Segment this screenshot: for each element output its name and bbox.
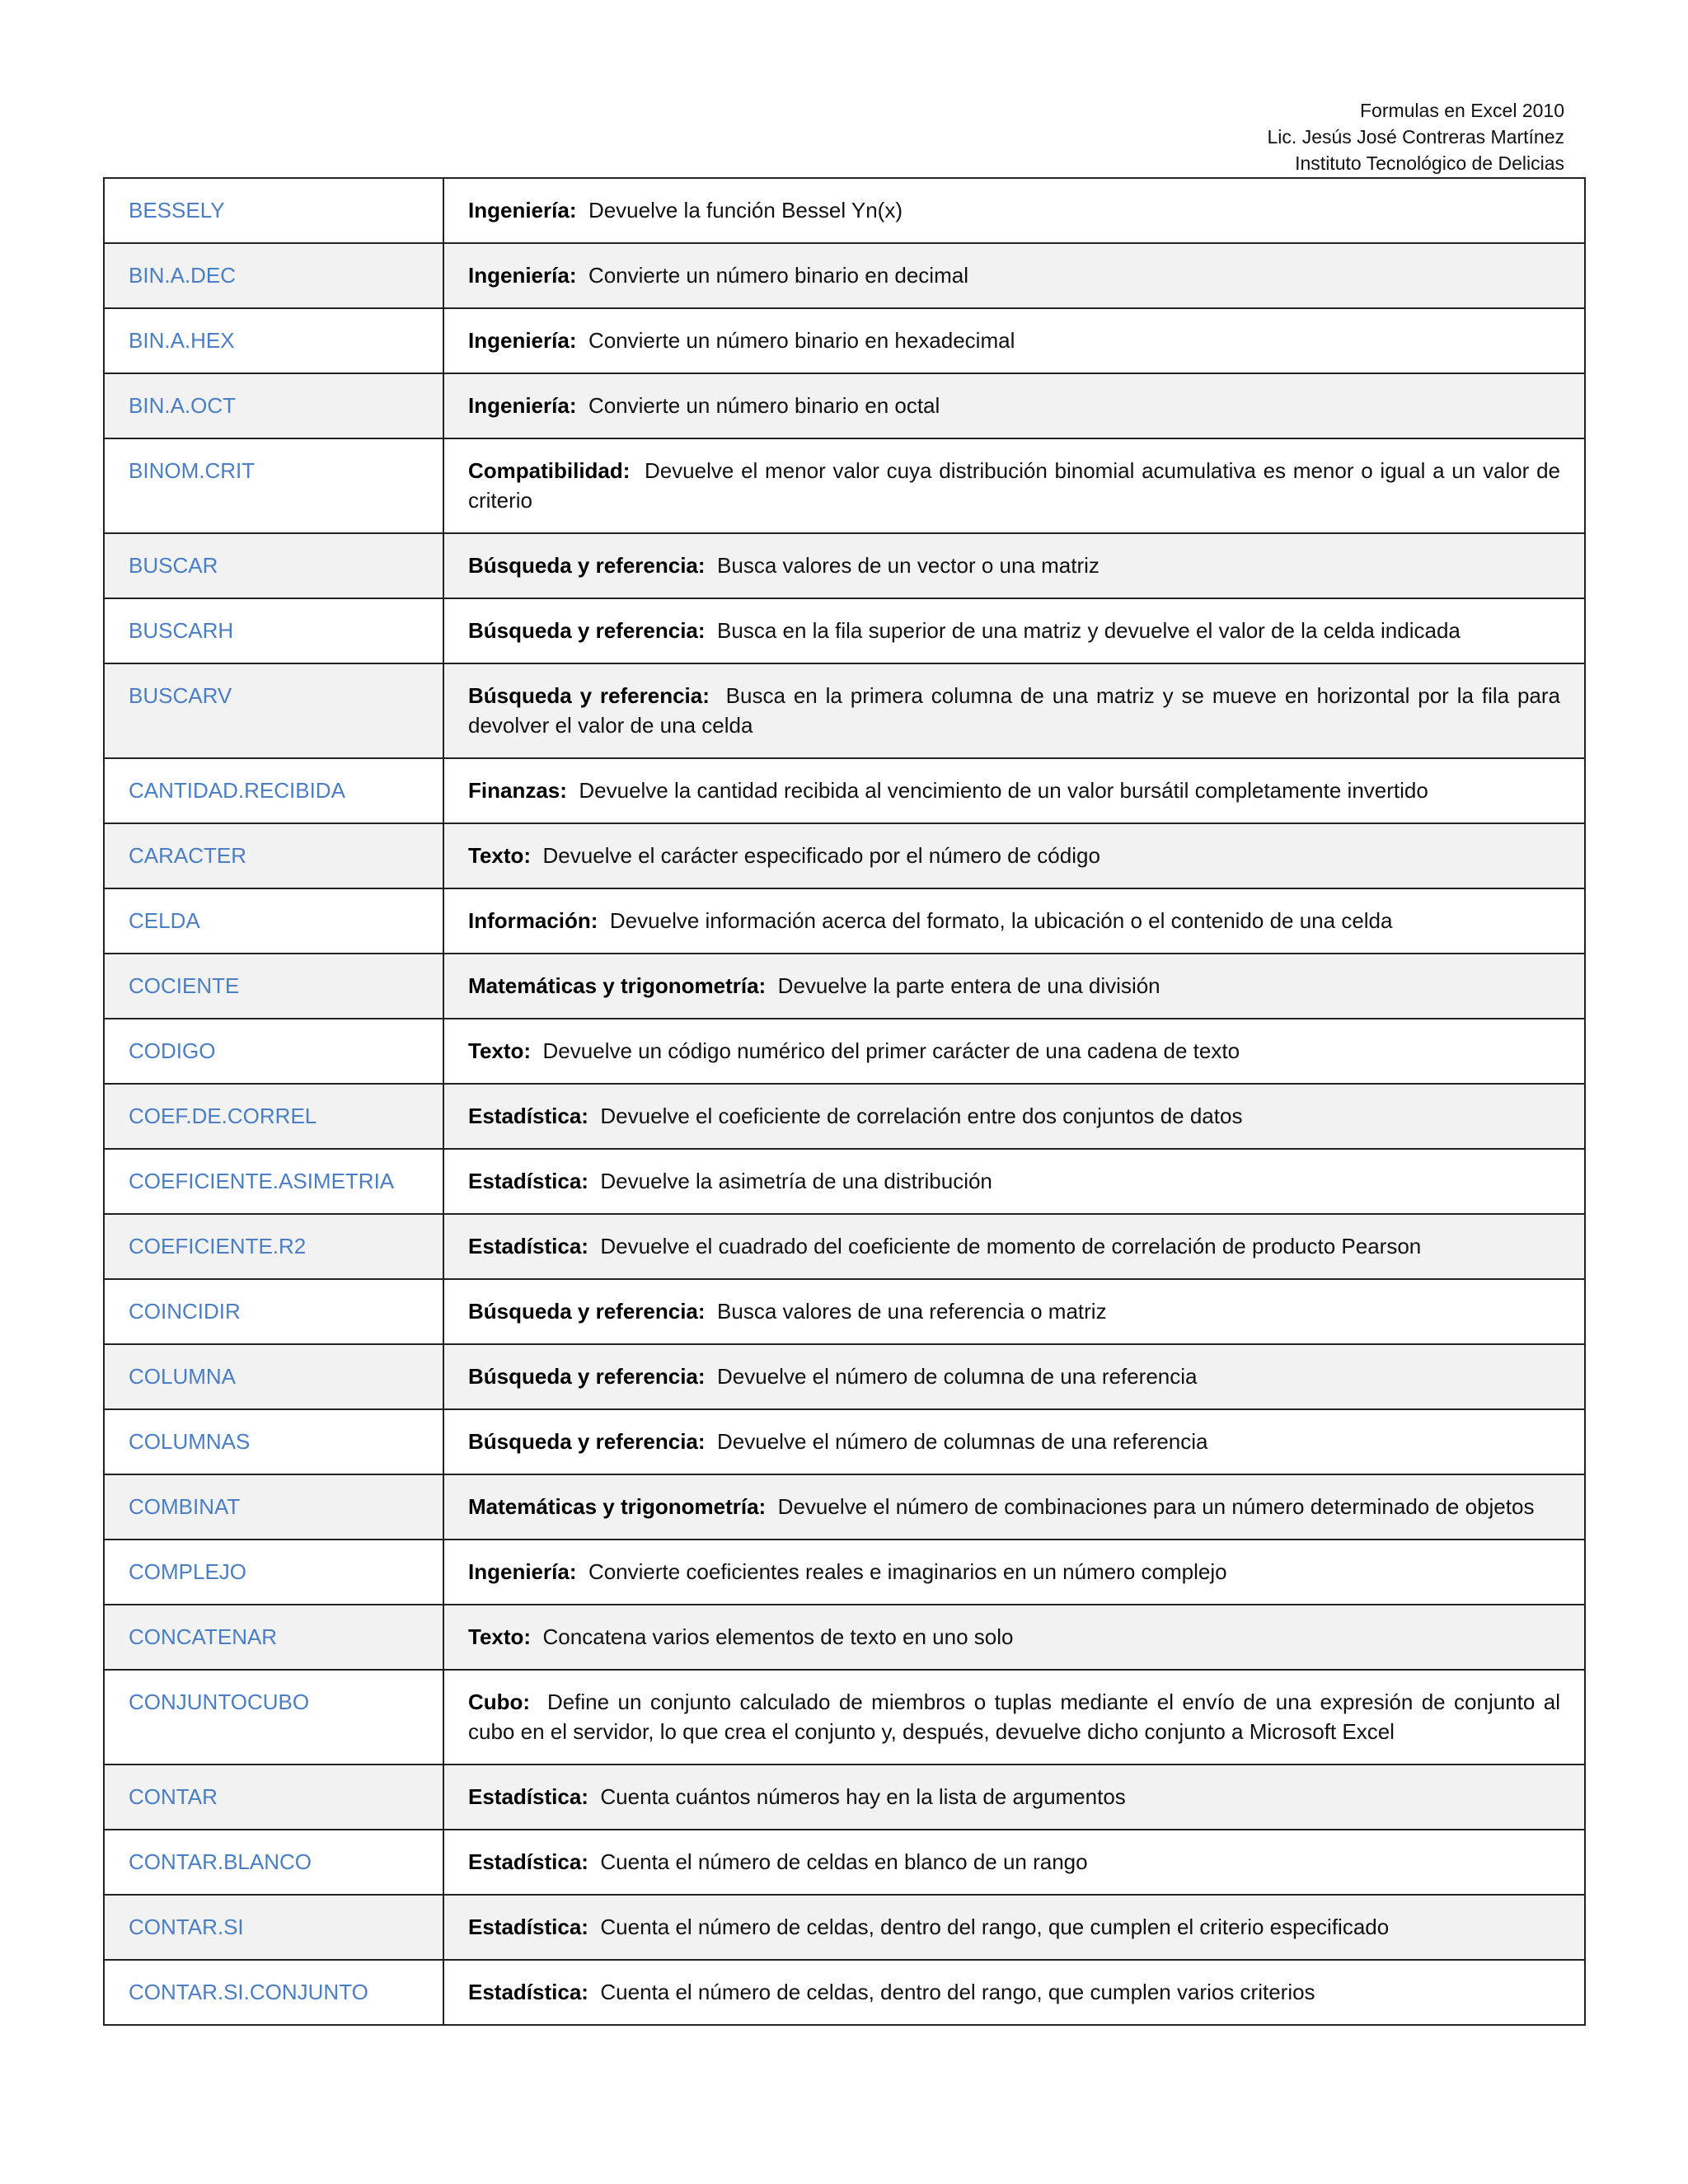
function-description: Define un conjunto calculado de miembros o tuplas mediante el envío de una expresión de conjunto al cubo en el servidor, lo que crea el conjunto y, después, devuelve dicho conjunto a Microsoft Excel	[468, 1690, 1560, 1744]
function-category: Estadística:	[468, 1980, 588, 2004]
table-row	[104, 1540, 1585, 1605]
function-description-cell	[443, 533, 1585, 598]
table-row	[104, 954, 1585, 1019]
function-description-cell	[443, 1474, 1585, 1540]
function-description: Cuenta el número de celdas en blanco de un rango	[600, 1849, 1088, 1874]
function-description: Devuelve el número de columna de una referencia	[717, 1364, 1198, 1389]
functions-table-body	[104, 178, 1585, 2025]
function-name-link[interactable]: BINOM.CRIT	[104, 438, 443, 533]
page-header	[1268, 97, 1564, 176]
table-row	[104, 1279, 1585, 1344]
table-row	[104, 1605, 1585, 1670]
function-category: Texto:	[468, 1624, 532, 1649]
function-category: Texto:	[468, 843, 532, 868]
table-row	[104, 1344, 1585, 1409]
function-name-link[interactable]: COLUMNAS	[104, 1409, 443, 1474]
header-title: Formulas en Excel 2010	[1359, 100, 1564, 121]
function-description: Cuenta cuántos números hay en la lista de argumentos	[600, 1784, 1126, 1809]
table-row	[104, 1084, 1585, 1149]
function-name-link[interactable]: BIN.A.HEX	[104, 308, 443, 373]
function-description-cell	[443, 373, 1585, 438]
function-description: Convierte coeficientes reales e imaginarios en un número complejo	[588, 1559, 1227, 1584]
header-author: Lic. Jesús José Contreras Martínez	[1267, 126, 1564, 148]
function-description-cell	[443, 1344, 1585, 1409]
table-row	[104, 888, 1585, 954]
function-description-cell	[443, 1960, 1585, 2025]
function-description: Devuelve la función Bessel Yn(x)	[588, 198, 903, 223]
table-row	[104, 758, 1585, 823]
function-name-link[interactable]: CELDA	[104, 888, 443, 954]
table-row	[104, 1474, 1585, 1540]
function-description: Convierte un número binario en hexadecimal	[588, 328, 1015, 353]
function-description: Devuelve información acerca del formato, la ubicación o el contenido de una celda	[609, 908, 1393, 933]
function-category: Búsqueda y referencia:	[468, 683, 710, 708]
function-category: Búsqueda y referencia:	[468, 1299, 706, 1324]
function-description: Devuelve el número de columnas de una referencia	[717, 1429, 1208, 1454]
function-description: Busca en la primera columna de una matriz y se mueve en horizontal por la fila para devolver el valor de una celda	[468, 683, 1561, 738]
table-row	[104, 598, 1585, 663]
function-category: Búsqueda y referencia:	[468, 553, 706, 578]
function-category: Búsqueda y referencia:	[468, 1364, 706, 1389]
function-description-cell	[443, 888, 1585, 954]
function-category: Ingeniería:	[468, 328, 577, 353]
function-name-link[interactable]: CONTAR.SI.CONJUNTO	[104, 1960, 443, 2025]
function-name-link[interactable]: COEFICIENTE.R2	[104, 1214, 443, 1279]
function-name-link[interactable]: COINCIDIR	[104, 1279, 443, 1344]
functions-table-container	[103, 177, 1584, 2026]
function-description-cell	[443, 178, 1585, 243]
table-row	[104, 373, 1585, 438]
function-description-cell	[443, 1670, 1585, 1765]
function-description: Convierte un número binario en decimal	[588, 263, 968, 288]
function-description: Devuelve la asimetría de una distribución	[600, 1169, 992, 1193]
function-category: Estadística:	[468, 1915, 588, 1939]
table-row	[104, 1765, 1585, 1830]
function-description: Cuenta el número de celdas, dentro del rango, que cumplen el criterio especificado	[600, 1915, 1390, 1939]
function-description: Devuelve el cuadrado del coeficiente de momento de correlación de producto Pearson	[600, 1234, 1422, 1258]
function-category: Estadística:	[468, 1104, 588, 1128]
functions-table	[103, 177, 1586, 2026]
table-row	[104, 438, 1585, 533]
function-description: Devuelve un código numérico del primer carácter de una cadena de texto	[542, 1038, 1240, 1063]
function-description: Concatena varios elementos de texto en uno solo	[542, 1624, 1014, 1649]
table-row	[104, 823, 1585, 888]
function-name-link[interactable]: BIN.A.DEC	[104, 243, 443, 308]
function-category: Texto:	[468, 1038, 532, 1063]
function-description-cell	[443, 758, 1585, 823]
function-category: Finanzas:	[468, 778, 567, 803]
function-name-link[interactable]: BESSELY	[104, 178, 443, 243]
function-description-cell	[443, 1019, 1585, 1084]
function-description-cell	[443, 1084, 1585, 1149]
function-name-link[interactable]: COMBINAT	[104, 1474, 443, 1540]
function-category: Estadística:	[468, 1234, 588, 1258]
function-name-link[interactable]: BUSCAR	[104, 533, 443, 598]
function-description-cell	[443, 1895, 1585, 1960]
function-name-link[interactable]: CANTIDAD.RECIBIDA	[104, 758, 443, 823]
function-category: Matemáticas y trigonometría:	[468, 1494, 767, 1519]
function-description: Devuelve el coeficiente de correlación entre dos conjuntos de datos	[600, 1104, 1243, 1128]
function-name-link[interactable]: COLUMNA	[104, 1344, 443, 1409]
table-row	[104, 243, 1585, 308]
function-description: Devuelve la cantidad recibida al vencimiento de un valor bursátil completamente invertido	[579, 778, 1428, 803]
function-description: Busca en la fila superior de una matriz y devuelve el valor de la celda indicada	[717, 618, 1461, 643]
table-row	[104, 1149, 1585, 1214]
table-row	[104, 533, 1585, 598]
function-description-cell	[443, 308, 1585, 373]
function-description: Devuelve el menor valor cuya distribución binomial acumulativa es menor o igual a un valor de criterio	[468, 458, 1560, 513]
function-name-link[interactable]: BUSCARH	[104, 598, 443, 663]
function-name-link[interactable]: CODIGO	[104, 1019, 443, 1084]
function-name-link[interactable]: CONJUNTOCUBO	[104, 1670, 443, 1765]
function-description-cell	[443, 823, 1585, 888]
function-description: Devuelve el carácter especificado por el número de código	[542, 843, 1100, 868]
function-category: Ingeniería:	[468, 1559, 577, 1584]
function-category: Ingeniería:	[468, 198, 577, 223]
header-institution: Instituto Tecnológico de Delicias	[1295, 152, 1564, 174]
function-category: Estadística:	[468, 1169, 588, 1193]
function-name-link[interactable]: CONTAR	[104, 1765, 443, 1830]
table-row	[104, 1214, 1585, 1279]
function-name-link[interactable]: CONTAR.BLANCO	[104, 1830, 443, 1895]
table-row	[104, 1895, 1585, 1960]
function-description-cell	[443, 1605, 1585, 1670]
function-category: Estadística:	[468, 1849, 588, 1874]
function-category: Estadística:	[468, 1784, 588, 1809]
function-category: Información:	[468, 908, 598, 933]
function-category: Matemáticas y trigonometría:	[468, 973, 767, 998]
table-row	[104, 178, 1585, 243]
function-description-cell	[443, 1540, 1585, 1605]
table-row	[104, 1670, 1585, 1765]
function-category: Ingeniería:	[468, 393, 577, 418]
function-name-link[interactable]: CONCATENAR	[104, 1605, 443, 1670]
function-description: Convierte un número binario en octal	[588, 393, 940, 418]
function-name-link[interactable]: CONTAR.SI	[104, 1895, 443, 1960]
function-description-cell	[443, 1765, 1585, 1830]
table-row	[104, 1830, 1585, 1895]
function-category: Búsqueda y referencia:	[468, 1429, 706, 1454]
function-name-link[interactable]: COEFICIENTE.ASIMETRIA	[104, 1149, 443, 1214]
table-row	[104, 1019, 1585, 1084]
function-category: Compatibilidad:	[468, 458, 631, 483]
table-row	[104, 308, 1585, 373]
table-row	[104, 1960, 1585, 2025]
function-name-link[interactable]: BUSCARV	[104, 663, 443, 758]
function-description-cell	[443, 1409, 1585, 1474]
function-name-link[interactable]: COCIENTE	[104, 954, 443, 1019]
function-name-link[interactable]: COMPLEJO	[104, 1540, 443, 1605]
function-category: Ingeniería:	[468, 263, 577, 288]
function-description-cell	[443, 1149, 1585, 1214]
function-description-cell	[443, 438, 1585, 533]
function-name-link[interactable]: CARACTER	[104, 823, 443, 888]
function-description: Busca valores de una referencia o matriz	[717, 1299, 1107, 1324]
function-description-cell	[443, 598, 1585, 663]
function-description-cell	[443, 1279, 1585, 1344]
function-description: Busca valores de un vector o una matriz	[717, 553, 1100, 578]
function-name-link[interactable]: BIN.A.OCT	[104, 373, 443, 438]
function-description-cell	[443, 1214, 1585, 1279]
function-description-cell	[443, 954, 1585, 1019]
function-category: Cubo:	[468, 1690, 531, 1714]
function-description: Devuelve el número de combinaciones para un número determinado de objetos	[777, 1494, 1535, 1519]
function-description-cell	[443, 663, 1585, 758]
function-name-link[interactable]: COEF.DE.CORREL	[104, 1084, 443, 1149]
function-category: Búsqueda y referencia:	[468, 618, 706, 643]
table-row	[104, 663, 1585, 758]
function-description-cell	[443, 1830, 1585, 1895]
function-description: Cuenta el número de celdas, dentro del rango, que cumplen varios criterios	[600, 1980, 1315, 2004]
function-description-cell	[443, 243, 1585, 308]
table-row	[104, 1409, 1585, 1474]
function-description: Devuelve la parte entera de una división	[777, 973, 1160, 998]
